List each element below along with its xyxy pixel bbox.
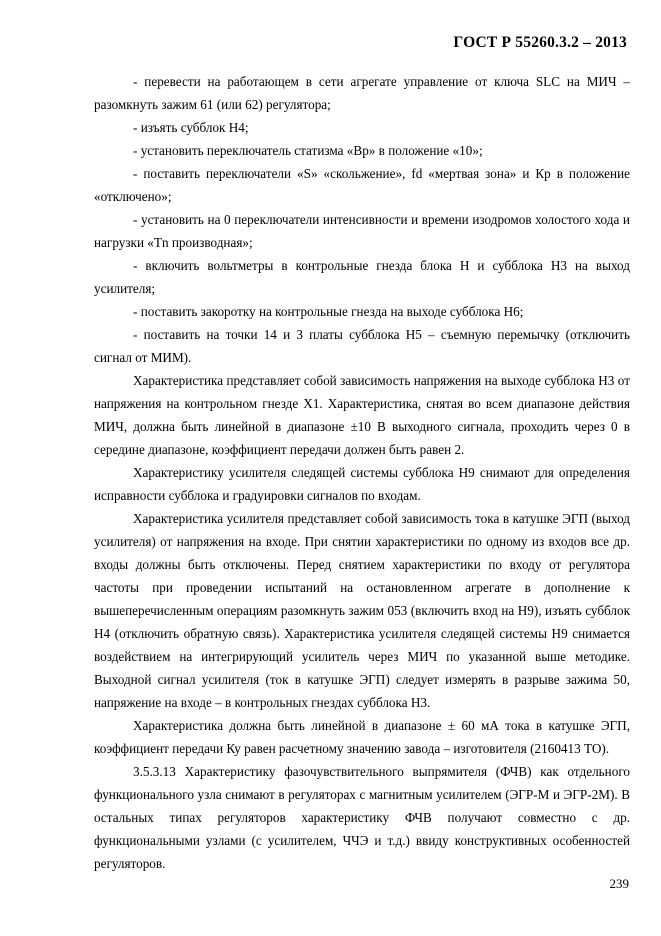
paragraph: - установить на 0 переключатели интенсивности и времени изодромов холостого хода и нагрузки «Тn производная»; [94, 212, 630, 250]
paragraph: Характеристика представляет собой зависимость напряжения на выходе субблока Н3 от напряжения на контрольном гнезде Х1. Характеристика, снятая во всем диапазоне действия МИЧ, должна быть линейной в диапазоне ±10 В выходного сигнала, проходить через 0 в середине диапазоне, коэффициент передачи должен быть равен 2. [94, 373, 630, 457]
paragraph: Характеристика усилителя представляет собой зависимость тока в катушке ЭГП (выход усилителя) от напряжения на входе. При снятии характеристики по одному из входов все др. входы должны быть отключены. Перед снятием характеристики по входу от регулятора частоты при проведении испытаний на остановленном агрегате в дополнение к вышеперечисленным операциям разомкнуть зажим 053 (включить вход на Н9), изъять субблок Н4 (отключить обратную связь). Характеристика усилителя следящей системы Н9 снимается воздействием на интегрирующий усилитель через МИЧ по указанной выше методике. Выходной сигнал усилителя (ток в катушке ЭГП) следует измерять в разрыве зажима 50, напряжение на входе – в контрольных гнездах субблока Н3. [94, 511, 630, 710]
paragraph: 3.5.3.13 Характеристику фазочувствительного выпрямителя (ФЧВ) как отдельного функционального узла снимают в регуляторах с магнитным усилителем (ЭГР-М и ЭГР-2М). В остальных типах регуляторов характеристику ФЧВ получают совместно с др. функциональными узлами (с усилителем, ЧЧЭ и т.д.) ввиду конструктивных особенностей регуляторов. [94, 764, 630, 871]
page-number: 239 [609, 876, 629, 891]
paragraph: Характеристику усилителя следящей системы субблока Н9 снимают для определения исправности субблока и градуировки сигналов по входам. [94, 465, 630, 503]
paragraph: - включить вольтметры в контрольные гнезда блока Н и субблока Н3 на выход усилителя; [94, 258, 630, 296]
document-body [94, 70, 630, 875]
paragraph: - перевести на работающем в сети агрегате управление от ключа SLC на МИЧ – разомкнуть зажим 61 (или 62) регулятора; [94, 74, 630, 112]
paragraph: - установить переключатель статизма «Вр» в положение «10»; [133, 143, 483, 158]
paragraph: - поставить на точки 14 и 3 платы субблока Н5 – съемную перемычку (отключить сигнал от МИМ). [94, 327, 630, 365]
paragraph: - изъять субблок Н4; [133, 120, 249, 135]
document-header: ГОСТ Р 55260.3.2 – 2013 [453, 34, 627, 51]
paragraph: - поставить переключатели «S» «скольжение», fd «мертвая зона» и Кр в положение «отключено»; [94, 166, 630, 204]
paragraph: - поставить закоротку на контрольные гнезда на выходе субблока Н6; [133, 304, 524, 319]
paragraph: Характеристика должна быть линейной в диапазоне ± 60 мА тока в катушке ЭГП, коэффициент передачи Ку равен расчетному значению завода – изготовителя (2160413 ТО). [94, 718, 630, 756]
